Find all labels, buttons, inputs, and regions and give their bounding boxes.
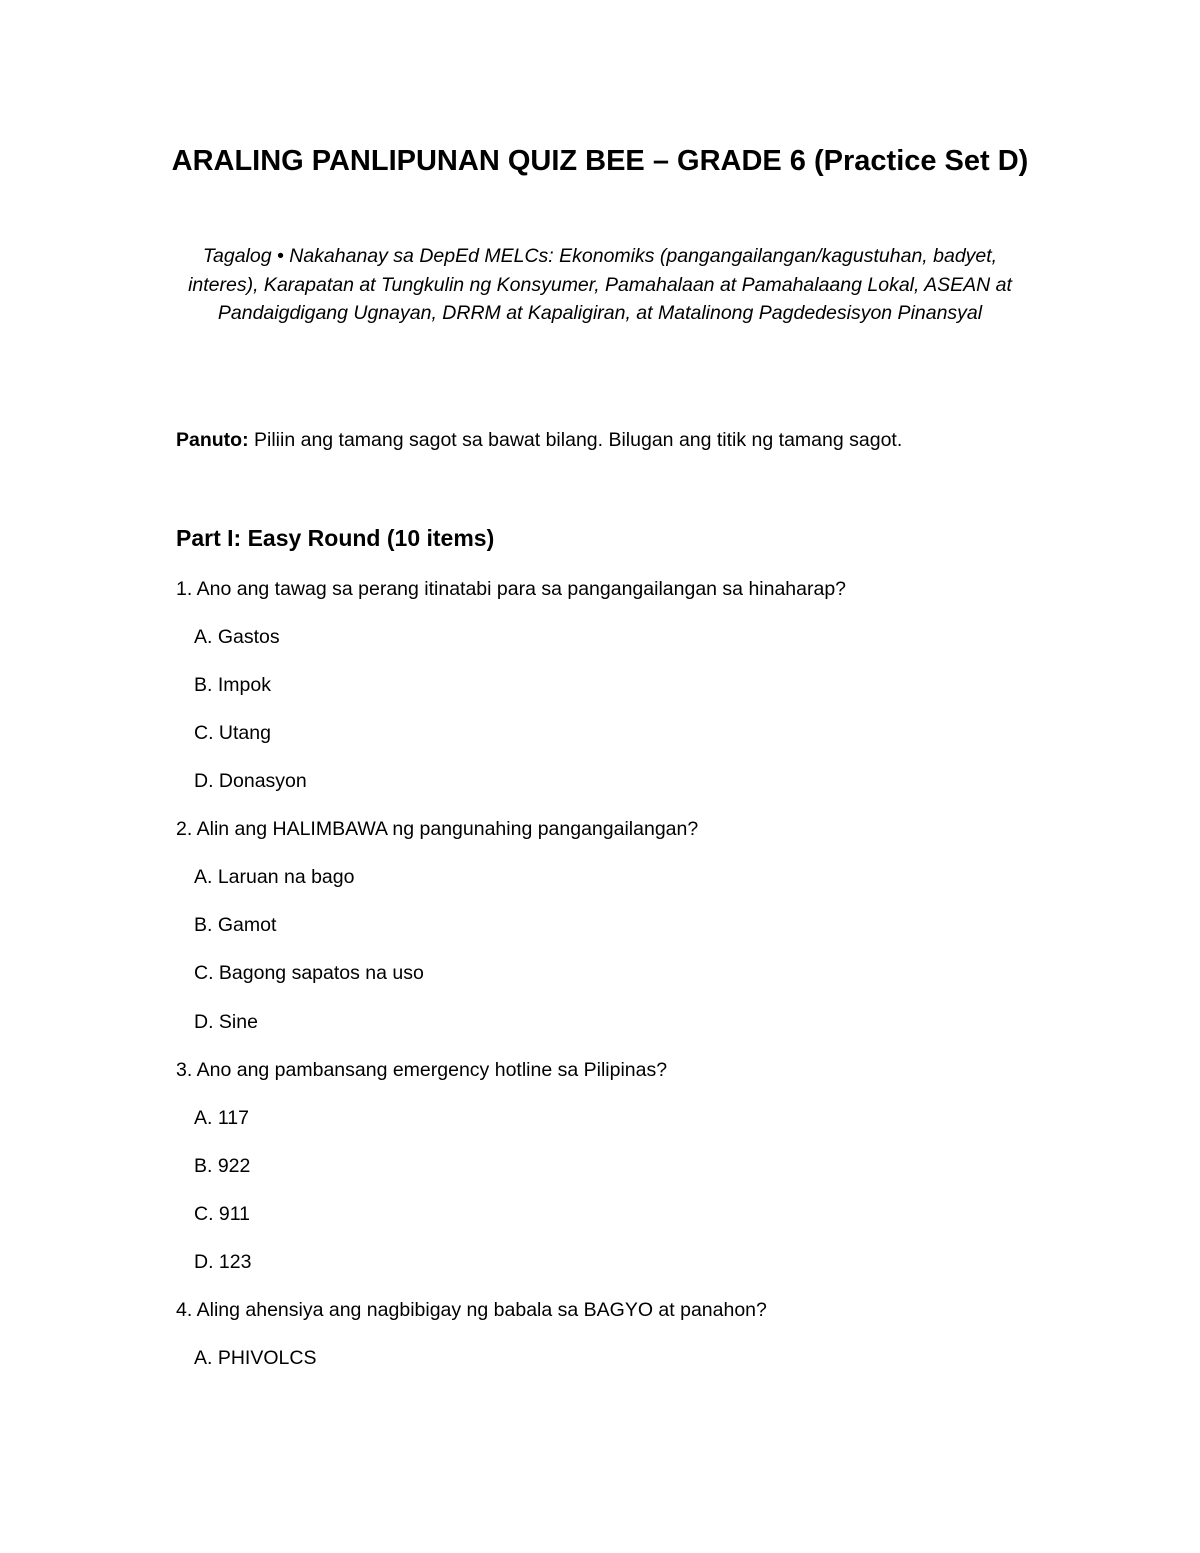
- question-4-option-a: A. PHIVOLCS: [194, 1347, 317, 1369]
- document-title: ARALING PANLIPUNAN QUIZ BEE – GRADE 6 (Practice Set D): [171, 145, 1029, 177]
- question-2-option-d: D. Sine: [194, 1011, 258, 1033]
- instruction-label: Panuto:: [176, 429, 249, 451]
- question-1-option-c: C. Utang: [194, 722, 271, 744]
- question-2-option-c: C. Bagong sapatos na uso: [194, 962, 424, 984]
- question-4: 4. Aling ahensiya ang nagbibigay ng babala sa BAGYO at panahon?: [176, 1299, 767, 1321]
- question-1-option-d: D. Donasyon: [194, 770, 307, 792]
- question-3: 3. Ano ang pambansang emergency hotline sa Pilipinas?: [176, 1059, 668, 1081]
- question-3-option-b: B. 922: [194, 1155, 251, 1177]
- question-3-option-d: D. 123: [194, 1251, 252, 1273]
- instruction-text: Piliin ang tamang sagot sa bawat bilang. Bilugan ang titik ng tamang sagot.: [248, 429, 903, 451]
- section-heading: Part I: Easy Round (10 items): [176, 525, 495, 551]
- document-subtitle: Tagalog • Nakahanay sa DepEd MELCs: Ekonomiks (pangangailangan/kagustuhan, badyet, interes), Karapatan at Tungkulin ng Konsyumer, Pamahalaan at Pamahalaang Lokal, ASEAN at Pandaigdigang Ugnayan, DRRM at Kapaligiran, at Matalinong Pagdedesisyon Pinansyal: [188, 245, 1012, 324]
- instructions: [176, 426, 902, 454]
- question-3-option-a: A. 117: [194, 1107, 249, 1129]
- question-2-option-a: A. Laruan na bago: [194, 866, 355, 888]
- question-1: 1. Ano ang tawag sa perang itinatabi para sa pangangailangan sa hinaharap?: [176, 578, 847, 600]
- question-1-option-b: B. Impok: [194, 674, 271, 696]
- question-2: 2. Alin ang HALIMBAWA ng pangunahing pangangailangan?: [176, 818, 699, 840]
- question-3-option-c: C. 911: [194, 1203, 251, 1225]
- question-1-option-a: A. Gastos: [194, 626, 280, 648]
- question-2-option-b: B. Gamot: [194, 914, 277, 936]
